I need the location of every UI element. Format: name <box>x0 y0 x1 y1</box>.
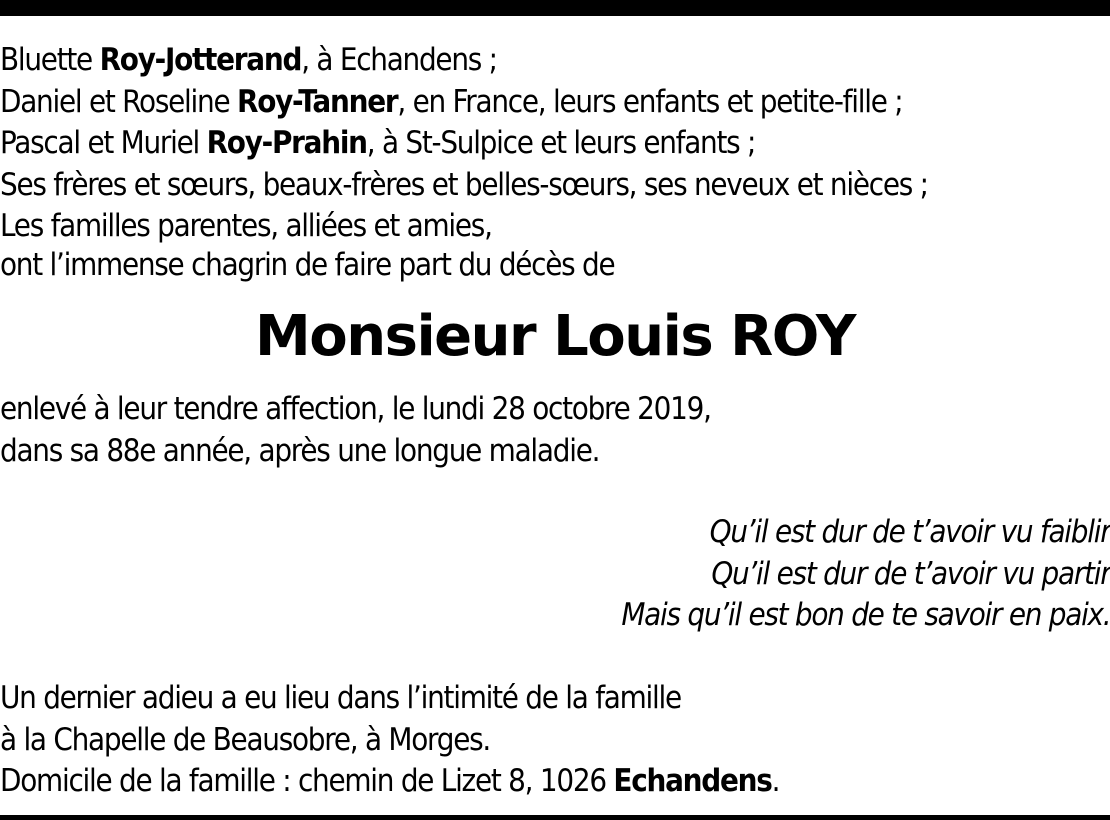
family-line: Les familles parentes, alliées et amies, <box>0 208 492 244</box>
poem-line: Qu’il est dur de t’avoir vu faiblir <box>709 514 1110 550</box>
death-notice <box>0 389 711 472</box>
family-line: Pascal et Muriel Roy-Prahin, à St-Sulpice et leurs enfants ; <box>0 125 756 161</box>
family-line: Ses frères et sœurs, beaux-frères et belles-sœurs, ses neveux et nièces ; <box>0 166 928 203</box>
family-surname: Roy-Prahin <box>206 125 367 161</box>
poem-line: Qu’il est dur de t’avoir vu partir <box>710 555 1110 592</box>
domicile-line: Domicile de la famille : chemin de Lizet 8, 1026 Echandens. <box>0 763 780 799</box>
family-line: Bluette Roy-Jotterand, à Echandens ; <box>0 42 497 78</box>
poem-line: Mais qu’il est bon de te savoir en paix. <box>620 597 1110 633</box>
death-notice-line: enlevé à leur tendre affection, le lundi 28 octobre 2019, <box>0 391 711 427</box>
farewell-line: Un dernier adieu a eu lieu dans l’intimité de la famille <box>0 680 681 716</box>
family-line: Daniel et Roseline Roy-Tanner, en France, leurs enfants et petite-fille ; <box>0 83 903 120</box>
bottom-rule <box>0 815 1110 820</box>
domicile-town: Echandens <box>613 763 772 799</box>
farewell-line: à la Chapelle de Beausobre, à Morges. <box>0 721 491 758</box>
poem-verse <box>621 512 1110 637</box>
top-rule <box>0 0 1110 16</box>
death-notice-line: dans sa 88e année, après une longue maladie. <box>0 432 600 469</box>
family-list <box>0 40 928 248</box>
deceased-name: Monsieur Louis ROY <box>255 304 855 369</box>
farewell-details <box>0 678 779 803</box>
announcement-text: ont l’immense chagrin de faire part du décès de <box>0 247 615 283</box>
family-surname: Roy-Jotterand <box>99 42 302 78</box>
family-surname: Roy-Tanner <box>236 83 398 120</box>
